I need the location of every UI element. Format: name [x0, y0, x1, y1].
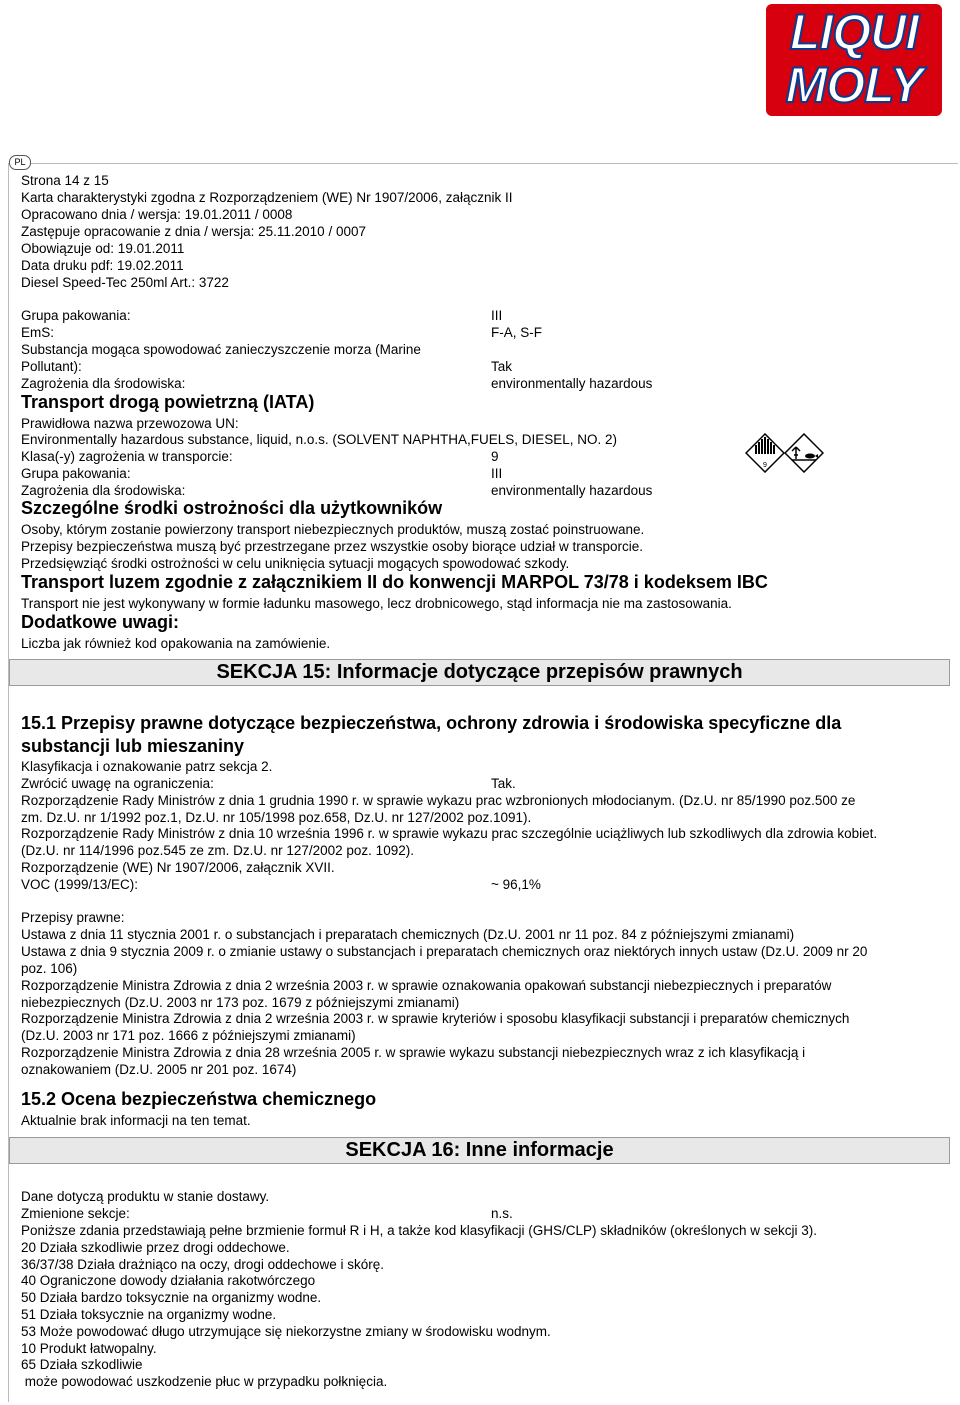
packing-group-label: Grupa pakowania:: [21, 308, 131, 323]
regulation-3: Rozporządzenie (WE) Nr 1907/2006, załącznik XVII.: [21, 860, 335, 875]
restrictions-value: Tak.: [491, 776, 516, 791]
marine-pollutant-label-cont: Pollutant):: [21, 359, 82, 374]
ems-label: EmS:: [21, 325, 55, 340]
class-9-hazard-pictogram-icon: [745, 433, 785, 473]
r-phrase-51: 51 Działa toksycznie na organizmy wodne.: [21, 1307, 277, 1322]
iata-env-hazard-value: environmentally hazardous: [491, 483, 653, 498]
legal-line-5: niebezpiecznych (Dz.U. 2003 nr 173 poz. 1679 z późniejszymi zmianami): [21, 995, 460, 1010]
print-date: Data druku pdf: 19.02.2011: [21, 258, 184, 273]
regulation-1-line1: Rozporządzenie Rady Ministrów z dnia 1 grudnia 1990 r. w sprawie wykazu prac wzbronionych młodocianym. (Dz.U. nr 85/1990 poz.500 ze: [21, 793, 856, 808]
ems-value: F-A, S-F: [491, 325, 542, 340]
restrictions-label: Zwrócić uwagę na ograniczenia:: [21, 776, 214, 791]
changed-sections-value: n.s.: [491, 1206, 513, 1221]
marpol-text: Transport nie jest wykonywany w formie ładunku masowego, lecz drobnicowego, stąd informacja nie ma zastosowania.: [21, 596, 732, 611]
legal-line-8: Rozporządzenie Ministra Zdrowia z dnia 28 września 2005 r. w sprawie wykazu substancji niebezpiecznych wraz z ich klasyfikacją i: [21, 1045, 806, 1060]
un-name-value: Environmentally hazardous substance, liquid, n.o.s. (SOLVENT NAPHTHA,FUELS, DIESEL, NO. 2): [21, 432, 617, 447]
iata-heading: Transport drogą powietrzną (IATA): [21, 392, 315, 412]
env-hazard-value: environmentally hazardous: [491, 376, 653, 391]
r-phrase-40: 40 Ograniczone dowody działania rakotwórczego: [21, 1273, 316, 1288]
legal-line-2: Ustawa z dnia 9 stycznia 2009 r. o zmianie ustawy o substancjach i preparatach chemicznych oraz niektórych innych ustaw (Dz.U. 2009 nr 20: [21, 944, 868, 959]
marpol-heading: Transport luzem zgodnie z załącznikiem II do konwencji MARPOL 73/78 i kodeksem IBC: [21, 572, 768, 592]
hazard-class-label: Klasa(-y) zagrożenia w transporcie:: [21, 449, 233, 464]
subsection-15-2-text: Aktualnie brak informacji na ten temat.: [21, 1113, 251, 1128]
regulation-2-line2: (Dz.U. nr 114/1996 poz.545 ze zm. Dz.U. nr 127/2002 poz. 1092).: [21, 843, 414, 858]
classification-note: Klasyfikacja i oznakowanie patrz sekcja 2.: [21, 759, 273, 774]
legal-regulations-label: Przepisy prawne:: [21, 910, 125, 925]
voc-value: ~ 96,1%: [491, 877, 541, 892]
r-phrase-65-cont: może powodować uszkodzenie płuc w przypadku połknięcia.: [21, 1374, 388, 1389]
replaces-version: Zastępuje opracowanie z dnia / wersja: 25.11.2010 / 0007: [21, 224, 366, 239]
precaution-line-2: Przepisy bezpieczeństwa muszą być przestrzegane przez wszystkie osoby biorące udział w transporcie.: [21, 539, 644, 554]
extra-notes-heading: Dodatkowe uwagi:: [21, 612, 180, 632]
regulation-2-line1: Rozporządzenie Rady Ministrów z dnia 10 września 1996 r. w sprawie wykazu prac szczególnie uciążliwych lub szkodliwych dla zdrowia kobiet.: [21, 826, 878, 841]
precaution-line-1: Osoby, którym zostanie powierzony transport niebezpiecznych produktów, muszą zostać poinstruowane.: [21, 522, 645, 537]
iata-env-hazard-label: Zagrożenia dla środowiska:: [21, 483, 186, 498]
precaution-line-3: Przedsięwziąć środki ostrożności w celu uniknięcia sytuacji mogących spowodować szkody.: [21, 556, 570, 571]
r-phrase-20: 20 Działa szkodliwie przez drogi oddechowe.: [21, 1240, 290, 1255]
legal-line-6: Rozporządzenie Ministra Zdrowia z dnia 2 września 2003 r. w sprawie kryteriów i sposobu klasyfikacji substancji i preparatów chemicznych: [21, 1011, 850, 1026]
iata-packing-group-label: Grupa pakowania:: [21, 466, 131, 481]
legal-line-9: oznakowaniem (Dz.U. 2005 nr 201 poz. 1674): [21, 1062, 297, 1077]
hazard-class-value: 9: [491, 449, 499, 464]
legal-line-7: (Dz.U. 2003 nr 171 poz. 1666 z późniejszymi zmianami): [21, 1028, 356, 1043]
packing-group-value: III: [491, 308, 503, 323]
product-data-note: Dane dotyczą produktu w stanie dostawy.: [21, 1189, 270, 1204]
marine-pollutant-label: Substancja mogąca spowodować zanieczyszczenie morza (Marine: [21, 342, 421, 357]
r-phrase-53: 53 Może powodować długo utrzymujące się niekorzystne zmiany w środowisku wodnym.: [21, 1324, 551, 1339]
r-phrases-intro: Poniższe zdania przedstawiają pełne brzmienie formuł R i H, a także kod klasyfikacji (GHS/CLP) składników (określonych w sekcji 3).: [21, 1223, 818, 1238]
changed-sections-label: Zmienione sekcje:: [21, 1206, 130, 1221]
language-badge: PL: [9, 155, 31, 170]
section-15-title: SEKCJA 15: Informacje dotyczące przepisów prawnych: [9, 659, 950, 686]
r-phrase-10: 10 Produkt łatwopalny.: [21, 1341, 157, 1356]
liqui-moly-logo: [766, 4, 942, 116]
valid-from: Obowiązuje od: 19.01.2011: [21, 241, 185, 256]
legal-line-3: poz. 106): [21, 961, 78, 976]
regulation-1-line2: zm. Dz.U. nr 1/1992 poz.1, Dz.U. nr 105/1998 poz.658, Dz.U. nr 127/2002 poz.1091).: [21, 810, 532, 825]
section-16-title: SEKCJA 16: Inne informacje: [9, 1137, 950, 1164]
logo-line1: LIQUI: [789, 4, 919, 60]
svg-text:9: 9: [763, 462, 767, 469]
product-name: Diesel Speed-Tec 250ml Art.: 3722: [21, 275, 229, 290]
r-phrase-65: 65 Działa szkodliwie: [21, 1357, 143, 1372]
page-number: Strona 14 z 15: [21, 173, 109, 188]
voc-label: VOC (1999/13/EC):: [21, 877, 139, 892]
document-title: Karta charakterystyki zgodna z Rozporządzeniem (WE) Nr 1907/2006, załącznik II: [21, 190, 513, 205]
extra-notes-text: Liczba jak również kod opakowania na zamówienie.: [21, 636, 331, 651]
marine-pollutant-value: Tak: [491, 359, 513, 374]
environmental-hazard-pictogram-icon: [784, 433, 824, 473]
logo-line2: MOLY: [785, 57, 923, 113]
subsection-15-1-line1: 15.1 Przepisy prawne dotyczące bezpieczeństwa, ochrony zdrowia i środowiska specyficzne dla: [21, 713, 842, 733]
r-phrase-36-37-38: 36/37/38 Działa drażniąco na oczy, drogi oddechowe i skórę.: [21, 1257, 384, 1272]
subsection-15-2: 15.2 Ocena bezpieczeństwa chemicznego: [21, 1089, 377, 1109]
subsection-15-1-line2: substancji lub mieszaniny: [21, 736, 245, 756]
r-phrase-50: 50 Działa bardzo toksycznie na organizmy wodne.: [21, 1290, 322, 1305]
legal-line-4: Rozporządzenie Ministra Zdrowia z dnia 2 września 2003 r. w sprawie oznakowania opakowań substancji niebezpiecznych i preparatów: [21, 978, 832, 993]
un-name-label: Prawidłowa nazwa przewozowa UN:: [21, 416, 239, 431]
version-date: Opracowano dnia / wersja: 19.01.2011 / 0008: [21, 207, 293, 222]
precautions-heading: Szczególne środki ostrożności dla użytkowników: [21, 498, 443, 518]
iata-packing-group-value: III: [491, 466, 503, 481]
env-hazard-label: Zagrożenia dla środowiska:: [21, 376, 186, 391]
legal-line-1: Ustawa z dnia 11 stycznia 2001 r. o substancjach i preparatach chemicznych (Dz.U. 2001 nr 11 poz. 84 z późniejszymi zmianami): [21, 927, 795, 942]
